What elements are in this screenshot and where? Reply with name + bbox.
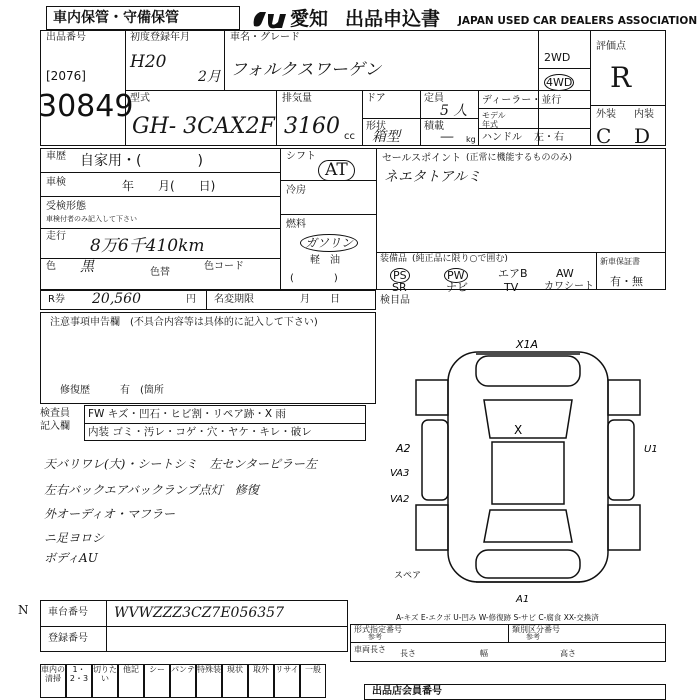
hand-note-4: ニ足ヨロシ xyxy=(44,531,105,545)
color-code-label: 色コード xyxy=(204,261,244,272)
car-rear-window xyxy=(484,510,572,542)
sales-point-label: セールスポイント xyxy=(382,153,462,164)
type-label: 型式 xyxy=(130,93,150,104)
car-roof xyxy=(492,442,564,504)
chassis-label: 車台番号 xyxy=(48,607,88,618)
fuel-other: ( ) xyxy=(290,273,338,284)
fuel-gasoline-circled: ガソリン xyxy=(300,234,358,252)
transfer-value: 月 日 xyxy=(300,294,340,305)
lot-number: 30849 xyxy=(38,89,134,124)
ju-logo-mark xyxy=(250,8,288,32)
form-title: 出品申込書 xyxy=(345,8,441,30)
storage-note: 車内保管・守備保管 xyxy=(53,10,179,26)
car-left-front-fender xyxy=(416,380,448,415)
equipment-label: 装備品 xyxy=(380,254,408,264)
bottom-cell-1: 1・2・3 xyxy=(66,664,92,698)
bottom-cell-5: パンテ xyxy=(170,664,196,698)
mileage-label: 走行 xyxy=(46,231,66,242)
price-label: R券 xyxy=(48,294,65,305)
grade-value: R xyxy=(610,61,632,94)
hand-note-3: 外オーディオ・マフラー xyxy=(44,507,176,521)
sales-point-value: ネエタトアルミ xyxy=(384,169,482,185)
diagram-label-spare: スペア xyxy=(394,571,422,581)
equipment-sr: SR xyxy=(392,281,407,294)
diagram-label-a2: A2 xyxy=(396,442,411,455)
load-value: — xyxy=(440,129,454,145)
lot-code: [2076] xyxy=(46,69,86,83)
equipment-navi: ナビ xyxy=(446,281,468,294)
handle-label: ハンドル xyxy=(482,132,522,143)
equipment-seat: カワシート xyxy=(544,281,594,292)
sales-point-note: (正常に機能するもののみ) xyxy=(466,153,573,163)
drive-4wd-circled: 4WD xyxy=(546,76,573,89)
inspector-interior-row: 内装 ゴミ・汚レ・コゲ・穴・ヤケ・キレ・破レ xyxy=(88,426,312,438)
dims-label: 車両長さ xyxy=(354,645,386,654)
ext-label: 外装 xyxy=(596,109,616,120)
load-unit: kg xyxy=(466,135,476,144)
car-front-bumper xyxy=(476,356,580,386)
class-number-sub: 参考 xyxy=(526,633,540,641)
car-right-doors xyxy=(608,420,634,500)
lot-number-label: 出品番号 xyxy=(46,32,86,43)
footer-mark: N xyxy=(18,603,29,617)
fuel-label: 燃料 xyxy=(286,219,306,230)
drive-2wd: 2WD xyxy=(544,51,571,64)
reg-no-label: 登録番号 xyxy=(48,633,88,644)
org-name: 愛知 xyxy=(290,8,329,30)
model-label: 車名・グレード xyxy=(230,32,300,43)
handle-value: 左・右 xyxy=(534,132,564,143)
bottom-cell-3: 他記 xyxy=(118,664,144,698)
car-right-front-fender xyxy=(608,380,640,415)
bottom-cell-8: 取外 xyxy=(248,664,274,698)
dims-length: 長さ xyxy=(400,649,416,658)
seller-label: 出品店会員番号 xyxy=(372,686,442,697)
equipment-note: (純正品に限り○で囲む) xyxy=(412,254,508,264)
body-label: 形状 xyxy=(366,121,386,132)
dims-width: 幅 xyxy=(480,649,488,658)
inspection-type-label: 受検形態 xyxy=(46,201,86,212)
notes-label: 注意事項申告欄 xyxy=(50,317,120,328)
int-value: D xyxy=(634,124,651,148)
inspector-label: 検査員 記入欄 xyxy=(40,408,70,432)
int-label: 内装 xyxy=(634,109,654,120)
association-name: JAPAN USED CAR DEALERS ASSOCIATION xyxy=(458,15,698,27)
color-value: 黒 xyxy=(80,259,94,275)
color-label: 色 xyxy=(46,261,56,272)
reg-year-value: H20 xyxy=(130,52,167,72)
bottom-cell-0: 車内の清掃 xyxy=(40,664,66,698)
reg-date-label: 初度登録年月 xyxy=(130,32,190,43)
reg-month-value: 2月 xyxy=(198,69,221,85)
inspector-fw-row: FW キズ・凹石・ヒビ割・リペア跡・X 雨 xyxy=(88,408,286,420)
equipment-ps: PS xyxy=(390,268,410,283)
car-windshield xyxy=(484,400,572,438)
price-value: 20,560 xyxy=(92,291,141,307)
transfer-label: 名変期限 xyxy=(214,294,254,305)
equipment-aw: AW xyxy=(556,267,574,280)
hand-note-5: ボディAU xyxy=(44,551,98,565)
bottom-cell-9: リサイ xyxy=(274,664,300,698)
dims-height: 高さ xyxy=(560,649,576,658)
history-label: 車歴 xyxy=(46,151,66,162)
load-label: 積載 xyxy=(424,121,444,132)
car-rear-bumper xyxy=(476,550,580,578)
history-value: 自家用・( ) xyxy=(80,153,203,169)
diagram-legend: A-キズ E-エクボ U-凹み W-修復跡 S-サビ C-腐食 XX-交換済 xyxy=(396,613,599,622)
warranty-label: 新車保証書 xyxy=(600,257,640,266)
inspection-value: 年 月( 日) xyxy=(122,179,216,193)
price-unit: 円 xyxy=(186,294,196,305)
diagram-label-u1: U1 xyxy=(644,444,658,455)
form-number-label: 形式指定番号 xyxy=(354,625,402,634)
inspection-type-note: 車検付者のみ記入して下さい xyxy=(46,215,137,223)
inspection-label: 車検 xyxy=(46,177,66,188)
chassis-value: WVWZZZ3CZ7E056357 xyxy=(114,605,284,621)
grade-label: 評価点 xyxy=(596,41,626,52)
car-damage-diagram xyxy=(376,310,666,610)
car-left-doors xyxy=(422,420,448,500)
car-left-rear-fender xyxy=(416,505,448,550)
class-number-label: 類別区分番号 xyxy=(512,625,560,634)
equipment-tv: TV xyxy=(504,281,519,294)
displacement-label: 排気量 xyxy=(282,93,312,104)
mileage-value: 8万6千410km xyxy=(90,236,205,256)
model-name: フォルクスワーゲン xyxy=(230,60,382,80)
equipment-airbag: エアB xyxy=(498,267,528,280)
shift-value: AT xyxy=(318,160,355,181)
storage-note-box xyxy=(46,6,240,30)
displacement-value: 3160 xyxy=(284,114,340,139)
bottom-cell-7: 現状 xyxy=(222,664,248,698)
type-value: GH- 3CAX2F xyxy=(132,114,275,139)
fuel-diesel: 軽 油 xyxy=(310,255,340,266)
hand-note-2: 左右バックエアバックランプ点灯 修復 xyxy=(44,483,259,497)
capacity-value: 5 人 xyxy=(440,103,468,119)
bottom-cell-2: 切りたい xyxy=(92,664,118,698)
diagram-label-x1a: X1A xyxy=(516,338,539,351)
warranty-value: 有・無 xyxy=(610,275,643,288)
car-right-rear-fender xyxy=(608,505,640,550)
bottom-cell-6: 特殊装 xyxy=(196,664,222,698)
ac-label: 冷房 xyxy=(286,185,306,196)
shift-label: シフト xyxy=(286,151,316,162)
diagram-label-x: X xyxy=(514,423,523,437)
bottom-cell-10: 一般 xyxy=(300,664,326,698)
ext-value: C xyxy=(596,124,612,148)
equipment-pw: PW xyxy=(444,268,468,283)
dealer-label: ディーラー・並行 xyxy=(482,95,562,106)
model-year-label: モデル 年式 xyxy=(482,111,506,129)
displacement-unit: cc xyxy=(344,131,355,142)
color-swap-label: 色替 xyxy=(150,267,170,278)
extra-items-label: 検目品 xyxy=(380,295,410,306)
diagram-label-va2: VA2 xyxy=(390,494,410,505)
hand-note-1: 天バリワレ(大)・シートシミ 左センターピラー左 xyxy=(44,457,317,471)
form-number-sub: 参考 xyxy=(368,633,382,641)
capacity-label: 定員 xyxy=(424,93,444,104)
body-value: 箱型 xyxy=(372,129,400,145)
diagram-label-va3: VA3 xyxy=(390,468,410,479)
bottom-cell-4: シー xyxy=(144,664,170,698)
diagram-label-a1: A1 xyxy=(516,594,530,605)
notes-note: (不具合内容等は具体的に記入して下さい) xyxy=(130,317,318,328)
repair-label: 修復歴 xyxy=(60,385,90,396)
doors-label: ドア xyxy=(366,93,386,104)
repair-value: 有 (箇所 xyxy=(120,385,164,396)
